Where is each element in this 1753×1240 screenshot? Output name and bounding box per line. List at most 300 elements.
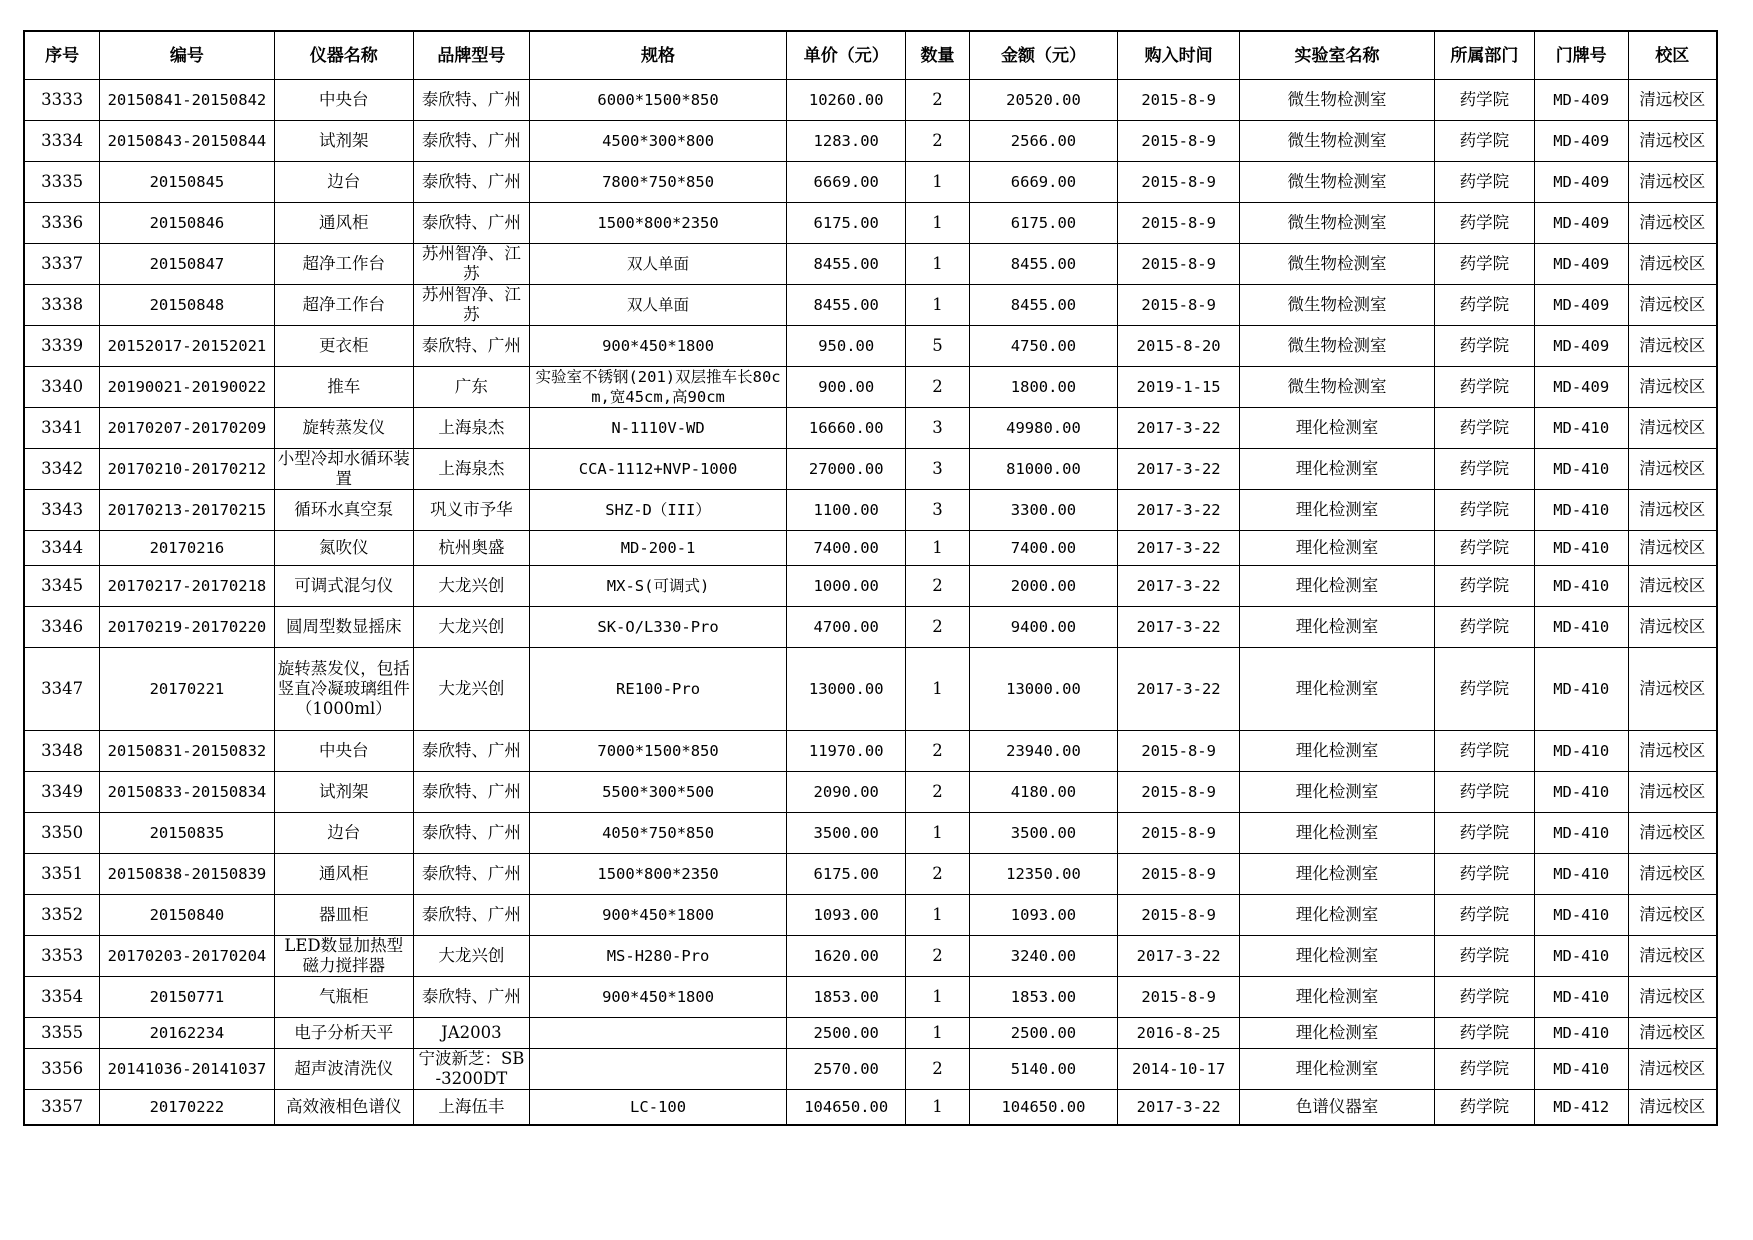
- cell-lab: 微生物检测室: [1240, 203, 1435, 244]
- cell-room: MD-409: [1534, 285, 1628, 326]
- table-row: [24, 531, 1717, 566]
- cell-purchase-date: 2017-3-22: [1118, 936, 1240, 977]
- cell-spec: 双人单面: [529, 244, 786, 285]
- cell-purchase-date: 2014-10-17: [1118, 1049, 1240, 1090]
- cell-lab: 微生物检测室: [1240, 244, 1435, 285]
- cell-index: 3352: [24, 895, 100, 936]
- cell-spec: SK-O/L330-Pro: [529, 607, 786, 648]
- cell-campus: 清远校区: [1628, 285, 1717, 326]
- cell-spec: 900*450*1800: [529, 895, 786, 936]
- cell-department: 药学院: [1434, 285, 1534, 326]
- cell-unit-price: 8455.00: [787, 285, 906, 326]
- cell-brand: 上海泉杰: [413, 449, 529, 490]
- cell-code: 20150838-20150839: [100, 854, 275, 895]
- cell-purchase-date: 2015-8-9: [1118, 244, 1240, 285]
- cell-department: 药学院: [1434, 566, 1534, 607]
- cell-unit-price: 1000.00: [787, 566, 906, 607]
- cell-campus: 清远校区: [1628, 80, 1717, 121]
- cell-campus: 清远校区: [1628, 121, 1717, 162]
- cell-purchase-date: 2015-8-9: [1118, 772, 1240, 813]
- cell-index: 3355: [24, 1018, 100, 1049]
- cell-code: 20141036-20141037: [100, 1049, 275, 1090]
- table-row: [24, 80, 1717, 121]
- cell-department: 药学院: [1434, 854, 1534, 895]
- cell-code: 20150771: [100, 977, 275, 1018]
- cell-lab: 理化检测室: [1240, 772, 1435, 813]
- cell-instrument: 圆周型数显摇床: [274, 607, 413, 648]
- cell-room: MD-409: [1534, 121, 1628, 162]
- cell-campus: 清远校区: [1628, 326, 1717, 367]
- cell-quantity: 3: [906, 490, 970, 531]
- col-header-room: 门牌号: [1534, 31, 1628, 80]
- cell-room: MD-410: [1534, 854, 1628, 895]
- cell-lab: 理化检测室: [1240, 977, 1435, 1018]
- cell-lab: 理化检测室: [1240, 490, 1435, 531]
- cell-purchase-date: 2017-3-22: [1118, 449, 1240, 490]
- cell-index: 3344: [24, 531, 100, 566]
- table-row: [24, 1018, 1717, 1049]
- cell-index: 3336: [24, 203, 100, 244]
- cell-instrument: 试剂架: [274, 121, 413, 162]
- cell-room: MD-410: [1534, 490, 1628, 531]
- cell-department: 药学院: [1434, 531, 1534, 566]
- cell-index: 3339: [24, 326, 100, 367]
- cell-code: 20170222: [100, 1090, 275, 1126]
- cell-unit-price: 4700.00: [787, 607, 906, 648]
- cell-unit-price: 27000.00: [787, 449, 906, 490]
- cell-code: 20152017-20152021: [100, 326, 275, 367]
- cell-unit-price: 104650.00: [787, 1090, 906, 1126]
- col-header-spec: 规格: [529, 31, 786, 80]
- cell-room: MD-410: [1534, 895, 1628, 936]
- table-row: [24, 408, 1717, 449]
- cell-spec: 1500*800*2350: [529, 203, 786, 244]
- cell-quantity: 2: [906, 80, 970, 121]
- cell-brand: 泰欣特、广州: [413, 977, 529, 1018]
- cell-campus: 清远校区: [1628, 490, 1717, 531]
- cell-unit-price: 7400.00: [787, 531, 906, 566]
- cell-department: 药学院: [1434, 977, 1534, 1018]
- cell-amount: 13000.00: [969, 648, 1117, 731]
- cell-instrument: 旋转蒸发仪: [274, 408, 413, 449]
- cell-room: MD-410: [1534, 1049, 1628, 1090]
- cell-room: MD-410: [1534, 449, 1628, 490]
- cell-index: 3354: [24, 977, 100, 1018]
- cell-lab: 理化检测室: [1240, 1018, 1435, 1049]
- cell-amount: 49980.00: [969, 408, 1117, 449]
- cell-quantity: 1: [906, 813, 970, 854]
- cell-purchase-date: 2017-3-22: [1118, 566, 1240, 607]
- col-header-instrument: 仪器名称: [274, 31, 413, 80]
- table-row: [24, 731, 1717, 772]
- cell-quantity: 2: [906, 607, 970, 648]
- cell-index: 3335: [24, 162, 100, 203]
- cell-department: 药学院: [1434, 203, 1534, 244]
- cell-purchase-date: 2015-8-9: [1118, 203, 1240, 244]
- cell-amount: 3240.00: [969, 936, 1117, 977]
- cell-instrument: 通风柜: [274, 854, 413, 895]
- cell-code: 20150841-20150842: [100, 80, 275, 121]
- cell-spec: MS-H280-Pro: [529, 936, 786, 977]
- table-row: [24, 162, 1717, 203]
- table-row: [24, 648, 1717, 731]
- cell-amount: 4180.00: [969, 772, 1117, 813]
- cell-unit-price: 2500.00: [787, 1018, 906, 1049]
- cell-quantity: 1: [906, 244, 970, 285]
- cell-instrument: 中央台: [274, 80, 413, 121]
- cell-unit-price: 1853.00: [787, 977, 906, 1018]
- col-header-brand: 品牌型号: [413, 31, 529, 80]
- cell-spec: 7800*750*850: [529, 162, 786, 203]
- cell-amount: 20520.00: [969, 80, 1117, 121]
- cell-purchase-date: 2015-8-20: [1118, 326, 1240, 367]
- cell-campus: 清远校区: [1628, 244, 1717, 285]
- cell-quantity: 2: [906, 731, 970, 772]
- cell-campus: 清远校区: [1628, 449, 1717, 490]
- cell-quantity: 1: [906, 648, 970, 731]
- cell-brand: 泰欣特、广州: [413, 203, 529, 244]
- cell-spec: N-1110V-WD: [529, 408, 786, 449]
- cell-instrument: LED数显加热型磁力搅拌器: [274, 936, 413, 977]
- cell-brand: 大龙兴创: [413, 936, 529, 977]
- cell-room: MD-410: [1534, 566, 1628, 607]
- cell-spec: 5500*300*500: [529, 772, 786, 813]
- table-row: [24, 285, 1717, 326]
- cell-amount: 6669.00: [969, 162, 1117, 203]
- cell-code: 20170213-20170215: [100, 490, 275, 531]
- cell-purchase-date: 2015-8-9: [1118, 285, 1240, 326]
- cell-amount: 1853.00: [969, 977, 1117, 1018]
- table-row: [24, 244, 1717, 285]
- cell-index: 3349: [24, 772, 100, 813]
- cell-purchase-date: 2015-8-9: [1118, 121, 1240, 162]
- cell-purchase-date: 2017-3-22: [1118, 607, 1240, 648]
- cell-amount: 3300.00: [969, 490, 1117, 531]
- cell-department: 药学院: [1434, 408, 1534, 449]
- cell-amount: 8455.00: [969, 285, 1117, 326]
- cell-campus: 清远校区: [1628, 772, 1717, 813]
- cell-unit-price: 6175.00: [787, 854, 906, 895]
- cell-department: 药学院: [1434, 648, 1534, 731]
- cell-index: 3356: [24, 1049, 100, 1090]
- cell-brand: 苏州智净、江苏: [413, 244, 529, 285]
- cell-brand: JA2003: [413, 1018, 529, 1049]
- cell-spec: 1500*800*2350: [529, 854, 786, 895]
- cell-instrument: 边台: [274, 162, 413, 203]
- cell-spec: 4050*750*850: [529, 813, 786, 854]
- cell-room: MD-410: [1534, 977, 1628, 1018]
- table-row: [24, 566, 1717, 607]
- cell-room: MD-410: [1534, 1018, 1628, 1049]
- cell-department: 药学院: [1434, 244, 1534, 285]
- cell-lab: 微生物检测室: [1240, 285, 1435, 326]
- cell-quantity: 1: [906, 285, 970, 326]
- col-header-department: 所属部门: [1434, 31, 1534, 80]
- cell-campus: 清远校区: [1628, 203, 1717, 244]
- cell-room: MD-410: [1534, 531, 1628, 566]
- cell-unit-price: 6669.00: [787, 162, 906, 203]
- cell-index: 3333: [24, 80, 100, 121]
- cell-purchase-date: 2015-8-9: [1118, 854, 1240, 895]
- cell-instrument: 推车: [274, 367, 413, 408]
- cell-department: 药学院: [1434, 162, 1534, 203]
- cell-brand: 泰欣特、广州: [413, 813, 529, 854]
- cell-quantity: 3: [906, 449, 970, 490]
- cell-amount: 2500.00: [969, 1018, 1117, 1049]
- cell-index: 3351: [24, 854, 100, 895]
- cell-purchase-date: 2017-3-22: [1118, 490, 1240, 531]
- cell-amount: 8455.00: [969, 244, 1117, 285]
- cell-amount: 2566.00: [969, 121, 1117, 162]
- cell-instrument: 试剂架: [274, 772, 413, 813]
- cell-instrument: 通风柜: [274, 203, 413, 244]
- table-row: [24, 490, 1717, 531]
- cell-unit-price: 1283.00: [787, 121, 906, 162]
- cell-index: 3348: [24, 731, 100, 772]
- cell-lab: 理化检测室: [1240, 408, 1435, 449]
- cell-room: MD-410: [1534, 731, 1628, 772]
- cell-quantity: 1: [906, 895, 970, 936]
- cell-unit-price: 16660.00: [787, 408, 906, 449]
- cell-unit-price: 3500.00: [787, 813, 906, 854]
- cell-department: 药学院: [1434, 731, 1534, 772]
- cell-lab: 微生物检测室: [1240, 326, 1435, 367]
- cell-index: 3338: [24, 285, 100, 326]
- col-header-purchase-date: 购入时间: [1118, 31, 1240, 80]
- cell-purchase-date: 2017-3-22: [1118, 648, 1240, 731]
- cell-instrument: 超净工作台: [274, 244, 413, 285]
- table-row: [24, 813, 1717, 854]
- cell-room: MD-410: [1534, 607, 1628, 648]
- cell-room: MD-409: [1534, 162, 1628, 203]
- cell-quantity: 1: [906, 531, 970, 566]
- cell-room: MD-410: [1534, 772, 1628, 813]
- cell-unit-price: 6175.00: [787, 203, 906, 244]
- col-header-quantity: 数量: [906, 31, 970, 80]
- cell-brand: 泰欣特、广州: [413, 80, 529, 121]
- cell-campus: 清远校区: [1628, 607, 1717, 648]
- col-header-campus: 校区: [1628, 31, 1717, 80]
- cell-unit-price: 2090.00: [787, 772, 906, 813]
- cell-department: 药学院: [1434, 367, 1534, 408]
- col-header-index: 序号: [24, 31, 100, 80]
- cell-spec: 双人单面: [529, 285, 786, 326]
- cell-amount: 104650.00: [969, 1090, 1117, 1126]
- col-header-lab: 实验室名称: [1240, 31, 1435, 80]
- cell-quantity: 2: [906, 1049, 970, 1090]
- cell-brand: 巩义市予华: [413, 490, 529, 531]
- cell-code: 20150847: [100, 244, 275, 285]
- cell-department: 药学院: [1434, 326, 1534, 367]
- cell-brand: 泰欣特、广州: [413, 731, 529, 772]
- cell-campus: 清远校区: [1628, 531, 1717, 566]
- cell-amount: 7400.00: [969, 531, 1117, 566]
- cell-department: 药学院: [1434, 1090, 1534, 1126]
- cell-code: 20170207-20170209: [100, 408, 275, 449]
- cell-quantity: 2: [906, 854, 970, 895]
- cell-code: 20150831-20150832: [100, 731, 275, 772]
- cell-room: MD-410: [1534, 648, 1628, 731]
- cell-amount: 9400.00: [969, 607, 1117, 648]
- cell-amount: 1800.00: [969, 367, 1117, 408]
- cell-instrument: 氮吹仪: [274, 531, 413, 566]
- cell-code: 20150843-20150844: [100, 121, 275, 162]
- cell-campus: 清远校区: [1628, 1090, 1717, 1126]
- cell-campus: 清远校区: [1628, 1049, 1717, 1090]
- cell-unit-price: 11970.00: [787, 731, 906, 772]
- cell-instrument: 电子分析天平: [274, 1018, 413, 1049]
- cell-index: 3337: [24, 244, 100, 285]
- cell-department: 药学院: [1434, 895, 1534, 936]
- cell-department: 药学院: [1434, 490, 1534, 531]
- cell-lab: 理化检测室: [1240, 895, 1435, 936]
- cell-campus: 清远校区: [1628, 731, 1717, 772]
- cell-purchase-date: 2019-1-15: [1118, 367, 1240, 408]
- cell-instrument: 中央台: [274, 731, 413, 772]
- cell-purchase-date: 2015-8-9: [1118, 895, 1240, 936]
- cell-lab: 理化检测室: [1240, 607, 1435, 648]
- cell-amount: 4750.00: [969, 326, 1117, 367]
- cell-room: MD-409: [1534, 326, 1628, 367]
- cell-lab: 微生物检测室: [1240, 80, 1435, 121]
- cell-spec: 900*450*1800: [529, 326, 786, 367]
- cell-instrument: 边台: [274, 813, 413, 854]
- table-row: [24, 936, 1717, 977]
- cell-brand: 泰欣特、广州: [413, 854, 529, 895]
- cell-index: 3341: [24, 408, 100, 449]
- cell-department: 药学院: [1434, 936, 1534, 977]
- table-row: [24, 203, 1717, 244]
- cell-index: 3346: [24, 607, 100, 648]
- cell-lab: 理化检测室: [1240, 731, 1435, 772]
- cell-campus: 清远校区: [1628, 813, 1717, 854]
- cell-quantity: 3: [906, 408, 970, 449]
- cell-lab: 微生物检测室: [1240, 162, 1435, 203]
- cell-spec: 4500*300*800: [529, 121, 786, 162]
- cell-lab: 理化检测室: [1240, 936, 1435, 977]
- cell-purchase-date: 2015-8-9: [1118, 162, 1240, 203]
- cell-code: 20170219-20170220: [100, 607, 275, 648]
- cell-purchase-date: 2017-3-22: [1118, 531, 1240, 566]
- cell-lab: 理化检测室: [1240, 1049, 1435, 1090]
- cell-room: MD-409: [1534, 367, 1628, 408]
- cell-quantity: 2: [906, 566, 970, 607]
- cell-department: 药学院: [1434, 1049, 1534, 1090]
- cell-lab: 理化检测室: [1240, 531, 1435, 566]
- cell-purchase-date: 2017-3-22: [1118, 408, 1240, 449]
- cell-campus: 清远校区: [1628, 895, 1717, 936]
- table-row: [24, 449, 1717, 490]
- cell-index: 3350: [24, 813, 100, 854]
- cell-unit-price: 1100.00: [787, 490, 906, 531]
- table-row: [24, 367, 1717, 408]
- cell-unit-price: 10260.00: [787, 80, 906, 121]
- table-row: [24, 1090, 1717, 1126]
- cell-room: MD-412: [1534, 1090, 1628, 1126]
- cell-code: 20170221: [100, 648, 275, 731]
- cell-code: 20170210-20170212: [100, 449, 275, 490]
- cell-campus: 清远校区: [1628, 367, 1717, 408]
- cell-unit-price: 8455.00: [787, 244, 906, 285]
- cell-spec: MD-200-1: [529, 531, 786, 566]
- cell-instrument: 更衣柜: [274, 326, 413, 367]
- cell-room: MD-409: [1534, 244, 1628, 285]
- cell-campus: 清远校区: [1628, 977, 1717, 1018]
- cell-lab: 理化检测室: [1240, 648, 1435, 731]
- cell-spec: CCA-1112+NVP-1000: [529, 449, 786, 490]
- cell-unit-price: 13000.00: [787, 648, 906, 731]
- cell-brand: 泰欣特、广州: [413, 895, 529, 936]
- cell-brand: 广东: [413, 367, 529, 408]
- cell-brand: 宁波新芝：SB-3200DT: [413, 1049, 529, 1090]
- cell-lab: 理化检测室: [1240, 566, 1435, 607]
- cell-amount: 23940.00: [969, 731, 1117, 772]
- cell-code: 20150845: [100, 162, 275, 203]
- cell-unit-price: 1093.00: [787, 895, 906, 936]
- cell-department: 药学院: [1434, 449, 1534, 490]
- cell-spec: 7000*1500*850: [529, 731, 786, 772]
- cell-amount: 3500.00: [969, 813, 1117, 854]
- cell-quantity: 2: [906, 772, 970, 813]
- cell-brand: 上海泉杰: [413, 408, 529, 449]
- cell-purchase-date: 2015-8-9: [1118, 80, 1240, 121]
- cell-brand: 泰欣特、广州: [413, 326, 529, 367]
- cell-brand: 大龙兴创: [413, 648, 529, 731]
- cell-code: 20170217-20170218: [100, 566, 275, 607]
- cell-unit-price: 1620.00: [787, 936, 906, 977]
- cell-instrument: 可调式混匀仪: [274, 566, 413, 607]
- cell-department: 药学院: [1434, 772, 1534, 813]
- cell-purchase-date: 2015-8-9: [1118, 977, 1240, 1018]
- col-header-code: 编号: [100, 31, 275, 80]
- cell-quantity: 1: [906, 203, 970, 244]
- cell-quantity: 1: [906, 162, 970, 203]
- cell-quantity: 5: [906, 326, 970, 367]
- cell-department: 药学院: [1434, 813, 1534, 854]
- cell-campus: 清远校区: [1628, 408, 1717, 449]
- cell-purchase-date: 2017-3-22: [1118, 1090, 1240, 1126]
- cell-index: 3347: [24, 648, 100, 731]
- cell-instrument: 循环水真空泵: [274, 490, 413, 531]
- cell-unit-price: 2570.00: [787, 1049, 906, 1090]
- cell-amount: 1093.00: [969, 895, 1117, 936]
- col-header-unit-price: 单价（元）: [787, 31, 906, 80]
- cell-brand: 泰欣特、广州: [413, 162, 529, 203]
- cell-index: 3345: [24, 566, 100, 607]
- cell-spec: 6000*1500*850: [529, 80, 786, 121]
- cell-instrument: 超净工作台: [274, 285, 413, 326]
- cell-lab: 色谱仪器室: [1240, 1090, 1435, 1126]
- cell-room: MD-410: [1534, 408, 1628, 449]
- cell-campus: 清远校区: [1628, 566, 1717, 607]
- cell-index: 3340: [24, 367, 100, 408]
- cell-quantity: 2: [906, 936, 970, 977]
- cell-index: 3353: [24, 936, 100, 977]
- cell-unit-price: 950.00: [787, 326, 906, 367]
- cell-brand: 杭州奥盛: [413, 531, 529, 566]
- cell-index: 3357: [24, 1090, 100, 1126]
- cell-index: 3342: [24, 449, 100, 490]
- cell-lab: 微生物检测室: [1240, 121, 1435, 162]
- cell-instrument: 小型冷却水循环装置: [274, 449, 413, 490]
- cell-campus: 清远校区: [1628, 936, 1717, 977]
- equipment-table: [23, 30, 1718, 1126]
- header-row: [24, 31, 1717, 80]
- cell-room: MD-409: [1534, 80, 1628, 121]
- cell-lab: 理化检测室: [1240, 854, 1435, 895]
- cell-code: 20162234: [100, 1018, 275, 1049]
- cell-campus: 清远校区: [1628, 1018, 1717, 1049]
